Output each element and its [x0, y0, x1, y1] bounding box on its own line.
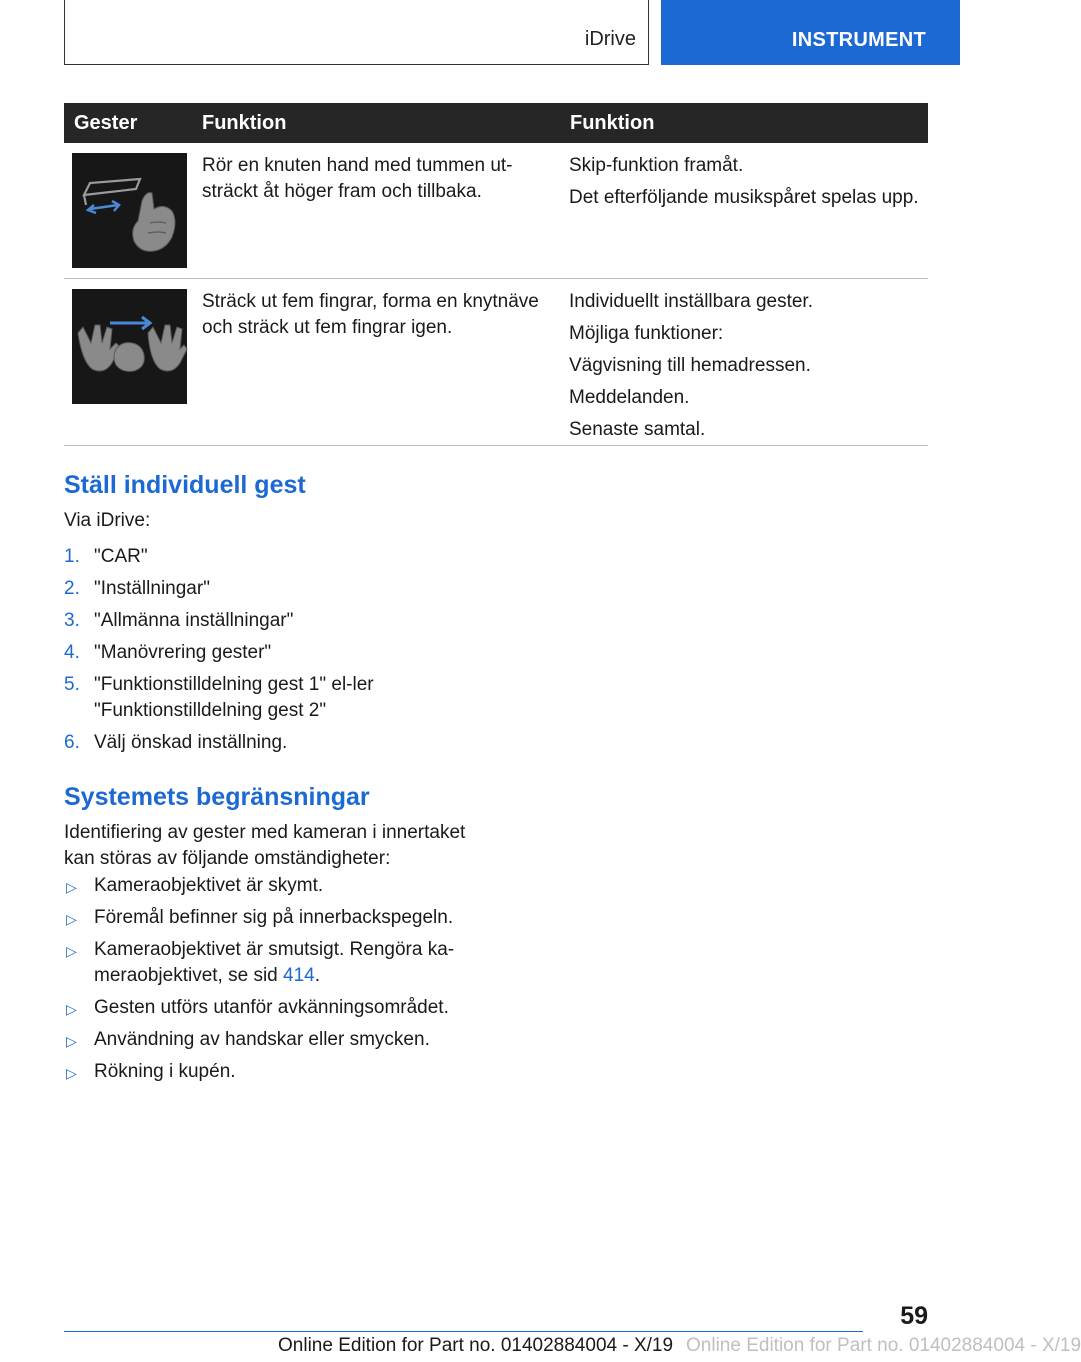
list-item — [64, 873, 484, 899]
list-item — [64, 905, 484, 931]
bullet-text: Rökning i kupén. — [94, 1061, 236, 1082]
table-header-function: Funktion — [202, 111, 287, 134]
list-item — [64, 608, 484, 634]
footer-watermark: Online Edition for Part no. 01402884004 - X/19 — [686, 1335, 1081, 1356]
table-row — [64, 279, 928, 446]
section-heading-system-limits: Systemets begränsningar — [64, 783, 370, 811]
bullet-text: Kameraobjektivet är smutsigt. Rengöra ka-meraobjektivet, se sid — [94, 939, 455, 986]
function-line: Meddelanden. — [569, 387, 690, 408]
table-header-gesture: Gester — [74, 111, 138, 134]
step-number: 4. — [64, 642, 80, 663]
section-heading-individual-gesture: Ställ individuell gest — [64, 471, 306, 499]
function-line: Vägvisning till hemadressen. — [569, 355, 811, 376]
header-section-tab — [64, 0, 649, 65]
bullet-text: Kameraobjektivet är skymt. — [94, 875, 324, 896]
step-text: "Allmänna inställningar" — [94, 610, 294, 631]
table-cell-function — [560, 279, 928, 445]
table-cell-function — [560, 143, 928, 278]
step-number: 6. — [64, 732, 80, 753]
function-line: Individuellt inställbara gester. — [569, 291, 813, 312]
function-line: Möjliga funktioner: — [569, 323, 724, 344]
triangle-bullet-icon: ▷ — [66, 911, 77, 927]
step-number: 2. — [64, 578, 80, 599]
step-number: 5. — [64, 674, 80, 695]
footer-edition: Online Edition for Part no. 01402884004 - X/19 — [278, 1335, 674, 1356]
step-text: Välj önskad inställning. — [94, 732, 288, 753]
step-number: 3. — [64, 610, 80, 631]
list-item — [64, 544, 484, 570]
list-item — [64, 576, 484, 602]
table-header-row — [64, 103, 928, 143]
table-cell-description: Rör en knuten hand med tummen ut-sträckt åt höger fram och tillbaka. — [202, 155, 513, 202]
list-item — [64, 937, 464, 989]
footer-divider — [64, 1331, 863, 1332]
table-header-function-2: Funktion — [570, 111, 655, 134]
bullet-text: Användning av handskar eller smycken. — [94, 1029, 430, 1050]
triangle-bullet-icon: ▷ — [66, 1033, 77, 1049]
function-line: Senaste samtal. — [569, 419, 706, 440]
triangle-bullet-icon: ▷ — [66, 1001, 77, 1017]
step-number: 1. — [64, 546, 80, 567]
bullet-suffix: . — [314, 965, 321, 986]
list-item — [64, 640, 484, 666]
steps-list — [64, 544, 484, 762]
page-number: 59 — [900, 1302, 928, 1330]
list-item — [64, 730, 484, 756]
section-intro: Identifiering av gester med kameran i innertaket kan störas av följande omständigheter: — [64, 822, 466, 869]
limitations-list — [64, 873, 484, 1091]
step-text: "Funktionstilldelning gest 1" el-ler "Funktionstilldelning gest 2" — [94, 674, 374, 721]
fist-thumb-swipe-icon — [72, 153, 187, 268]
function-line: Skip-funktion framåt. — [569, 155, 744, 176]
list-item — [64, 1027, 484, 1053]
step-text: "CAR" — [94, 546, 148, 567]
step-text: "Manövrering gester" — [94, 642, 272, 663]
header-section-label: iDrive — [584, 28, 636, 50]
step-text: "Inställningar" — [94, 578, 210, 599]
table-row — [64, 143, 928, 279]
list-item — [64, 995, 484, 1021]
function-line: Det efterföljande musikspåret spelas upp. — [569, 187, 919, 208]
triangle-bullet-icon: ▷ — [66, 943, 77, 959]
header-chapter-tab — [661, 0, 960, 65]
bullet-text: Föremål befinner sig på innerbackspegeln. — [94, 907, 454, 928]
open-fist-open-icon — [72, 289, 187, 404]
page-reference-link[interactable]: 414 — [283, 965, 315, 986]
triangle-bullet-icon: ▷ — [66, 879, 77, 895]
bullet-text: Gesten utförs utanför avkänningsområdet. — [94, 997, 449, 1018]
list-item — [64, 672, 384, 724]
gesture-table — [64, 103, 928, 446]
triangle-bullet-icon: ▷ — [66, 1065, 77, 1081]
table-cell-description: Sträck ut fem fingrar, forma en knytnäve och sträck ut fem fingrar igen. — [202, 291, 539, 338]
section-intro: Via iDrive: — [64, 510, 151, 531]
header-chapter-label: INSTRUMENT — [791, 29, 926, 51]
list-item — [64, 1059, 484, 1085]
